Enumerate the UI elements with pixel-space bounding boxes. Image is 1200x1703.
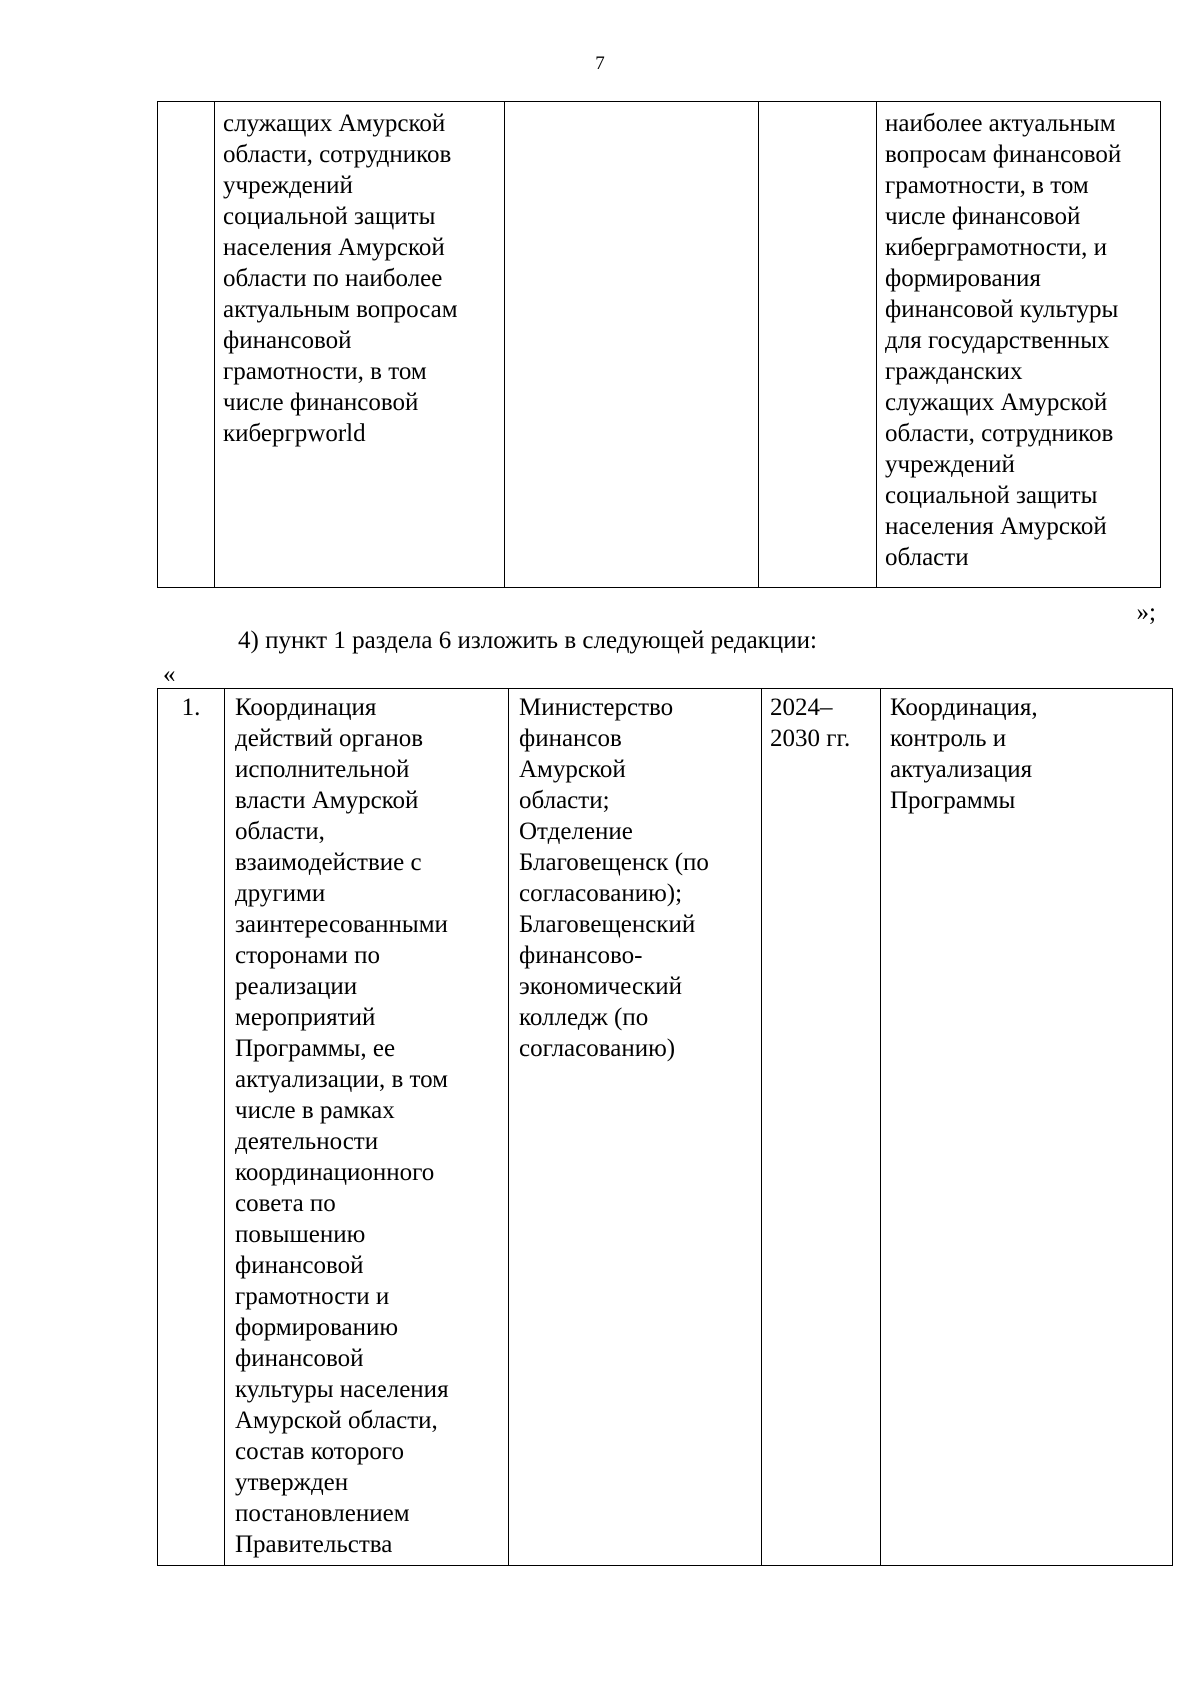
- table-row: [158, 102, 1161, 588]
- table-cell-result: наиболее актуальным вопросам финансовой грамотности, в том числе финансовой киберграмотности, и формирования финансовой культуры для государственных гражданских служащих Амурской области, сотрудников учреждений социальной защиты населения Амурской области: [877, 102, 1161, 588]
- table-cell-action: Координация действий органов исполнительной власти Амурской области, взаимодействие с другими заинтересованными сторонами по реализации мероприятий Программы, ее актуализации, в том числе в рамках деятельности координационного совета по повышению финансовой грамотности и формированию финансовой культуры населения Амурской области, состав которого утвержден постановлением Правительства: [225, 689, 509, 1566]
- table-cell-action: служащих Амурской области, сотрудников учреждений социальной защиты населения Амурской области по наиболее актуальным вопросам финансовой грамотности, в том числе финансовой кибергрworld: [215, 102, 505, 588]
- table-cell-period: [759, 102, 877, 588]
- table-cell-number: 1.: [158, 689, 225, 1566]
- table-cell-period: 2024– 2030 гг.: [762, 689, 881, 1566]
- table-row: [158, 689, 1173, 1566]
- table-cell-executors: [505, 102, 759, 588]
- table-cell-executors: Министерство финансов Амурской области; Отделение Благовещенск (по согласованию); Благовещенский финансово- экономический колледж (по согласованию): [509, 689, 762, 1566]
- amendment-instruction: 4) пункт 1 раздела 6 изложить в следующей редакции:: [238, 627, 817, 654]
- closing-quote: »;: [1136, 599, 1156, 626]
- table-cell-number: [158, 102, 215, 588]
- new-section-table: [157, 688, 1173, 1566]
- table-cell-result: Координация, контроль и актуализация Программы: [881, 689, 1173, 1566]
- page-number: 7: [595, 53, 605, 74]
- opening-quote: «: [163, 661, 176, 688]
- continued-table: [157, 101, 1161, 588]
